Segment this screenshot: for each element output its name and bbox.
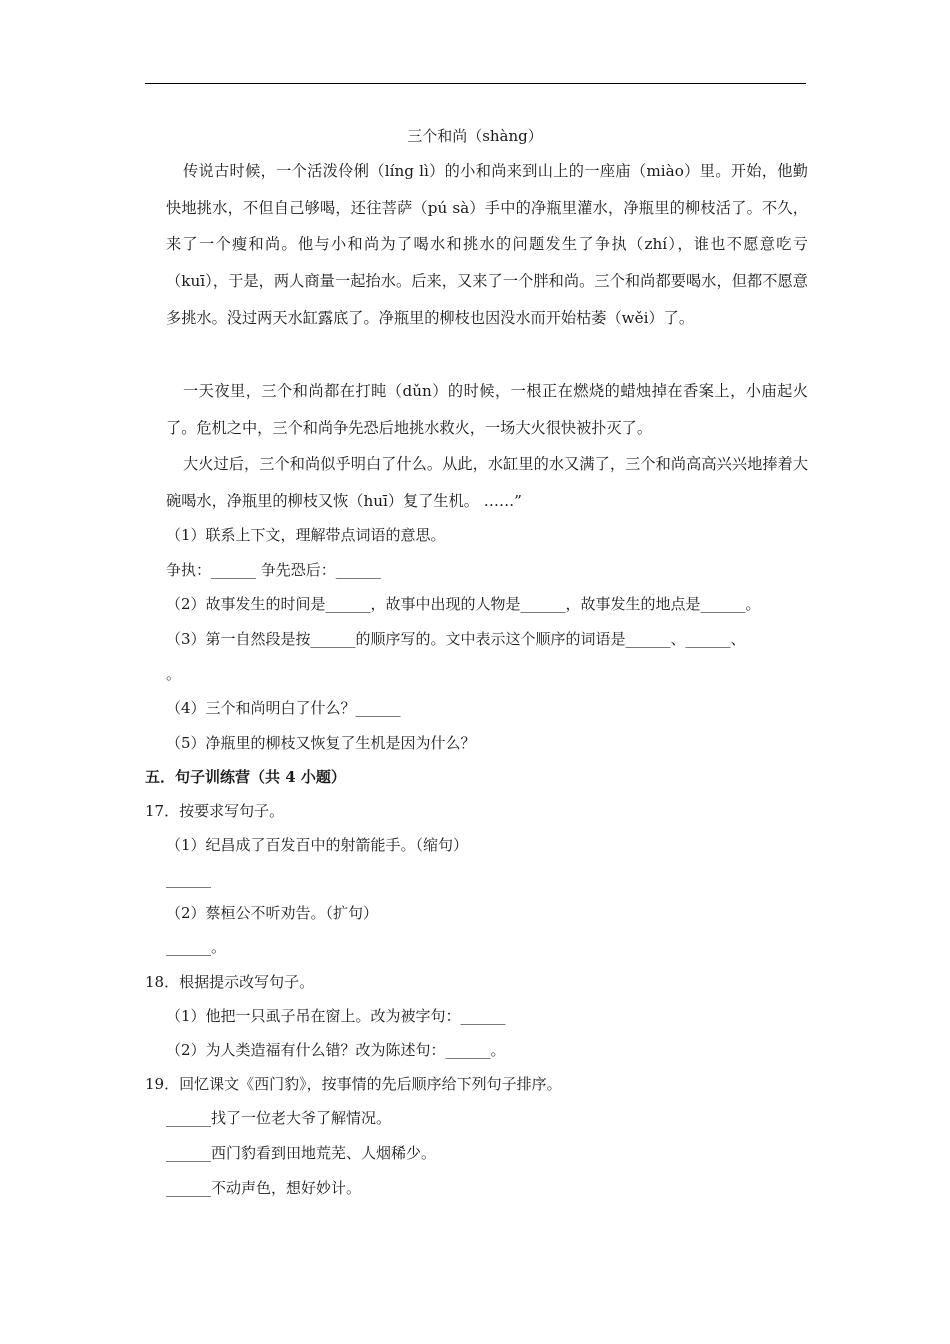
question-1-answers: 争执：______ 争先恐后：______ xyxy=(166,561,381,579)
story-paragraph-2: 一天夜里，三个和尚都在打盹（dǔn）的时候，一根正在燃烧的蜡烛掉在香案上，小庙起火了。危机之中，三个和尚争先恐后地挑水救火，一场大火很快被扑灭了。 xyxy=(166,382,808,437)
question-17-sub-2: （2）蔡桓公不听劝告。（扩句） xyxy=(166,904,379,922)
question-19-item: ______不动声色，想好妙计。 xyxy=(166,1179,362,1197)
question-18-sub-2: （2）为人类造福有什么错？改为陈述句：______。 xyxy=(166,1041,506,1059)
question-17-sub-1: （1）纪昌成了百发百中的射箭能手。（缩句） xyxy=(166,836,469,854)
question-19-item: ______西门豹看到田地荒芜、人烟稀少。 xyxy=(166,1144,437,1162)
story-paragraph-3: 大火过后，三个和尚似乎明白了什么。从此，水缸里的水又满了，三个和尚高高兴兴地捧着大碗喝水，净瓶里的柳枝又恢（huī）复了生机。 ……” xyxy=(166,455,808,510)
question-19-item: ______找了一位老大爷了解情况。 xyxy=(166,1109,392,1127)
question-3-continuation: 。 xyxy=(166,665,182,683)
question-17-stem: 17．按要求写句子。 xyxy=(145,802,285,820)
question-18-sub-1: （1）他把一只虱子吊在窗上。改为被字句：______ xyxy=(166,1007,506,1025)
question-4: （4）三个和尚明白了什么？______ xyxy=(166,699,401,717)
question-2: （2）故事发生的时间是______，故事中出现的人物是______，故事发生的地点是______。 xyxy=(166,595,761,613)
question-5: （5）净瓶里的柳枝又恢复了生机是因为什么？ xyxy=(166,734,476,752)
question-18-stem: 18．根据提示改写句子。 xyxy=(145,973,315,991)
question-19-stem: 19．回忆课文《西门豹》，按事情的先后顺序给下列句子排序。 xyxy=(145,1075,562,1093)
question-17-sub-2-blank: ______。 xyxy=(166,938,227,956)
header-rule xyxy=(145,83,806,84)
story-title: 三个和尚（shàng） xyxy=(407,127,543,145)
section-heading: 五．句子训练营（共 4 小题） xyxy=(145,768,346,786)
question-1: （1）联系上下文，理解带点词语的意思。 xyxy=(166,526,446,544)
question-3: （3）第一自然段是按______的顺序写的。文中表示这个顺序的词语是______、______、 xyxy=(166,630,746,648)
story-paragraph-1: 传说古时候，一个活泼伶俐（líng lì）的小和尚来到山上的一座庙（miào）里。开始，他勤快地挑水，不但自己够喝，还往菩萨（pú sà）手中的净瓶里灌水，净瓶里的柳枝活了。不久，来了一个瘦和尚。他与小和尚为了喝水和挑水的问题发生了争执（zhí），谁也不愿意吃亏（kuī），于是，两人商量一起抬水。后来，又来了一个胖和尚。三个和尚都要喝水，但都不愿意多挑水。没过两天水缸露底了。净瓶里的柳枝也因没水而开始枯萎（wěi）了。 xyxy=(166,162,808,327)
question-17-sub-1-blank: ______ xyxy=(166,870,211,888)
